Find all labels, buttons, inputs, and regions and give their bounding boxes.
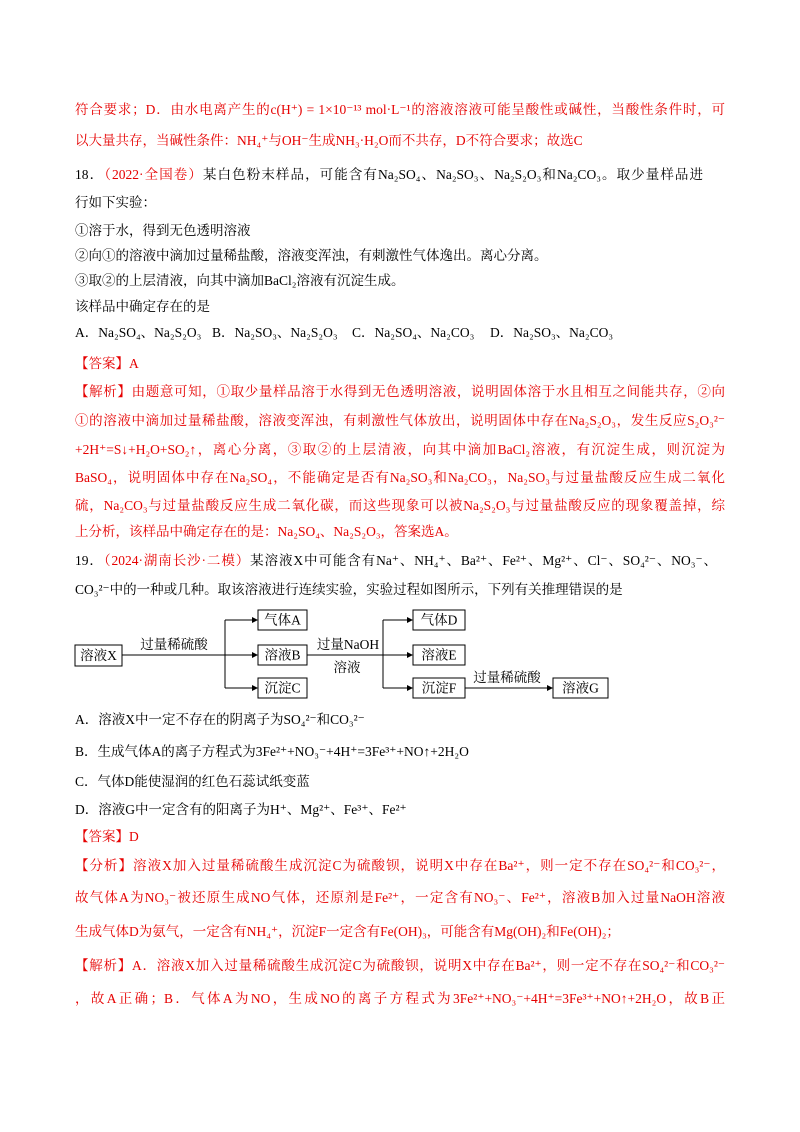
q18-option-c: C．Na₂SO₄、Na₂CO₃ — [352, 325, 475, 340]
prev-explanation-line-1: 符合要求；D．由水电离产生的c(H⁺) = 1×10⁻¹³ mol·L⁻¹的溶液溶液可能呈酸性或碱性，当酸性条件时，可 — [75, 102, 725, 117]
q18-answer: 【答案】A — [75, 356, 139, 371]
q19-option-d: D．溶液G中一定含有的阳离子为H⁺、Mg²⁺、Fe³⁺、Fe²⁺ — [75, 802, 407, 817]
q19-option-c: C．气体D能使湿润的红色石蕊试纸变蓝 — [75, 774, 310, 789]
label-reagent-2-line-2: 溶液 — [333, 660, 361, 675]
label-precipitate-f: 沉淀F — [421, 680, 457, 696]
q18-step-3: ③取②的上层清液，向其中滴加BaCl₂溶液有沉淀生成。 — [75, 273, 405, 288]
q18-analysis-line-5: 硫，Na₂CO₃与过量盐酸反应生成二氧化碳，而这些现象可以被Na₂S₂O₃与过量盐酸反应的现象覆盖掉，综 — [75, 498, 725, 513]
q19-explanation-line-2: ，故A正确；B．气体A为NO，生成NO的离子方程式为3Fe²⁺+NO₃⁻+4H⁺=3Fe³⁺+NO↑+2H₂O，故B正 — [75, 991, 725, 1006]
q18-analysis-line-4: BaSO₄，说明固体中存在Na₂SO₄，不能确定是否有Na₂SO₃和Na₂CO₃，Na₂SO₃与过量盐酸反应生成二氧化 — [75, 470, 725, 485]
q18-analysis-line-2: ①的溶液中滴加过量稀盐酸，溶液变浑浊，有刺激性气体放出，说明固体中存在Na₂S₂O₃，发生反应S₂O₃²⁻ — [75, 413, 725, 428]
arrowhead-solution-g — [547, 685, 553, 691]
arrowhead-gas-d — [407, 617, 413, 623]
q19-number: 19． — [75, 553, 104, 568]
q18-number: 18． — [75, 167, 105, 182]
q19-analysis-line-3: 生成气体D为氨气，一定含有NH₄⁺，沉淀F一定含有Fe(OH)₃，可能含有Mg(OH)₂和Fe(OH)₂； — [75, 924, 620, 939]
q18-option-d: D．Na₂SO₃、Na₂CO₃ — [490, 325, 614, 340]
q19-answer: 【答案】D — [75, 829, 139, 844]
arrowhead-solution-e — [407, 652, 413, 658]
q18-stem-line-2: 行如下实验： — [75, 195, 156, 210]
q18-step-1: ①溶于水，得到无色透明溶液 — [75, 223, 251, 238]
q18-options — [75, 323, 725, 343]
q19-explanation-line-1: 【解析】A．溶液X加入过量稀硫酸生成沉淀C为硫酸钡，说明X中存在Ba²⁺，则一定不存在SO₄²⁻和CO₃²⁻ — [75, 958, 725, 973]
q18-analysis-line-1: 【解析】由题意可知，①取少量样品溶于水得到无色透明溶液，说明固体溶于水且相互之间能共存，②向 — [75, 384, 725, 399]
label-solution-b: 溶液B — [264, 647, 301, 663]
arrowhead-solution-b — [252, 652, 258, 658]
label-reagent-3: 过量稀硫酸 — [473, 670, 541, 685]
q18-option-a: A．Na₂SO₄、Na₂S₂O₃ — [75, 325, 202, 340]
label-solution-x: 溶液X — [80, 648, 117, 663]
q18-analysis-line-6: 上分析，该样品中确定存在的是：Na₂SO₄、Na₂S₂O₃，答案选A。 — [75, 524, 458, 539]
label-reagent-2-line-1: 过量NaOH — [316, 637, 380, 652]
q18-step-2: ②向①的溶液中滴加过量稀盐酸，溶液变浑浊，有刺激性气体逸出。离心分离。 — [75, 248, 548, 263]
q18-stem-line-1 — [75, 165, 703, 185]
q18-source: （2022·全国卷） — [104, 167, 203, 182]
label-gas-d: 气体D — [420, 612, 458, 628]
label-gas-a: 气体A — [264, 612, 301, 628]
label-solution-g: 溶液G — [562, 680, 599, 696]
q19-option-b: B．生成气体A的离子方程式为3Fe²⁺+NO₃⁻+4H⁺=3Fe³⁺+NO↑+2H₂O — [75, 744, 469, 759]
q19-stem-text: 某溶液X中可能含有Na⁺、NH₄⁺、Ba²⁺、Fe²⁺、Mg²⁺、Cl⁻、SO₄²⁻、NO₃⁻、 — [250, 553, 718, 568]
label-solution-e: 溶液E — [421, 647, 457, 663]
q18-option-b: B．Na₂SO₃、Na₂S₂O₃ — [212, 325, 338, 340]
arrowhead-precipitate-c — [252, 685, 258, 691]
q19-stem-line-1 — [75, 551, 717, 571]
q18-question: 该样品中确定存在的是 — [75, 299, 210, 314]
arrowhead-gas-a — [252, 617, 258, 623]
label-precipitate-c: 沉淀C — [264, 680, 301, 696]
prev-explanation-line-2: 以大量共存，当碱性条件：NH₄⁺与OH⁻生成NH₃·H₂O而不共存，D不符合要求；故选C — [75, 133, 583, 148]
q18-stem-text: 某白色粉末样品，可能含有Na₂SO₄、Na₂SO₃、Na₂S₂O₃和Na₂CO₃。取少量样品进 — [202, 167, 704, 182]
q18-analysis-line-3: +2H⁺=S↓+H₂O+SO₂↑，离心分离，③取②的上层清液，向其中滴加BaCl₂溶液，有沉淀生成，则沉淀为 — [75, 442, 725, 457]
arrowhead-precipitate-f — [407, 685, 413, 691]
q19-analysis-line-2: 故气体A为NO₃⁻被还原生成NO气体，还原剂是Fe²⁺，一定含有NO₃⁻、Fe²⁺，溶液B加入过量NaOH溶液 — [75, 890, 725, 905]
q19-option-a: A．溶液X中一定不存在的阴离子为SO₄²⁻和CO₃²⁻ — [75, 712, 365, 727]
q19-source: （2024·湖南长沙·二模） — [103, 553, 251, 568]
q19-stem-line-2: CO₃²⁻中的一种或几种。取该溶液进行连续实验，实验过程如图所示，下列有关推理错误的是 — [75, 582, 623, 597]
label-reagent-1: 过量稀硫酸 — [140, 637, 208, 652]
q19-analysis-line-1: 【分析】溶液X加入过量稀硫酸生成沉淀C为硫酸钡，说明X中存在Ba²⁺，则一定不存在SO₄²⁻和CO₃²⁻， — [75, 858, 725, 873]
experiment-flow-diagram — [70, 600, 620, 705]
